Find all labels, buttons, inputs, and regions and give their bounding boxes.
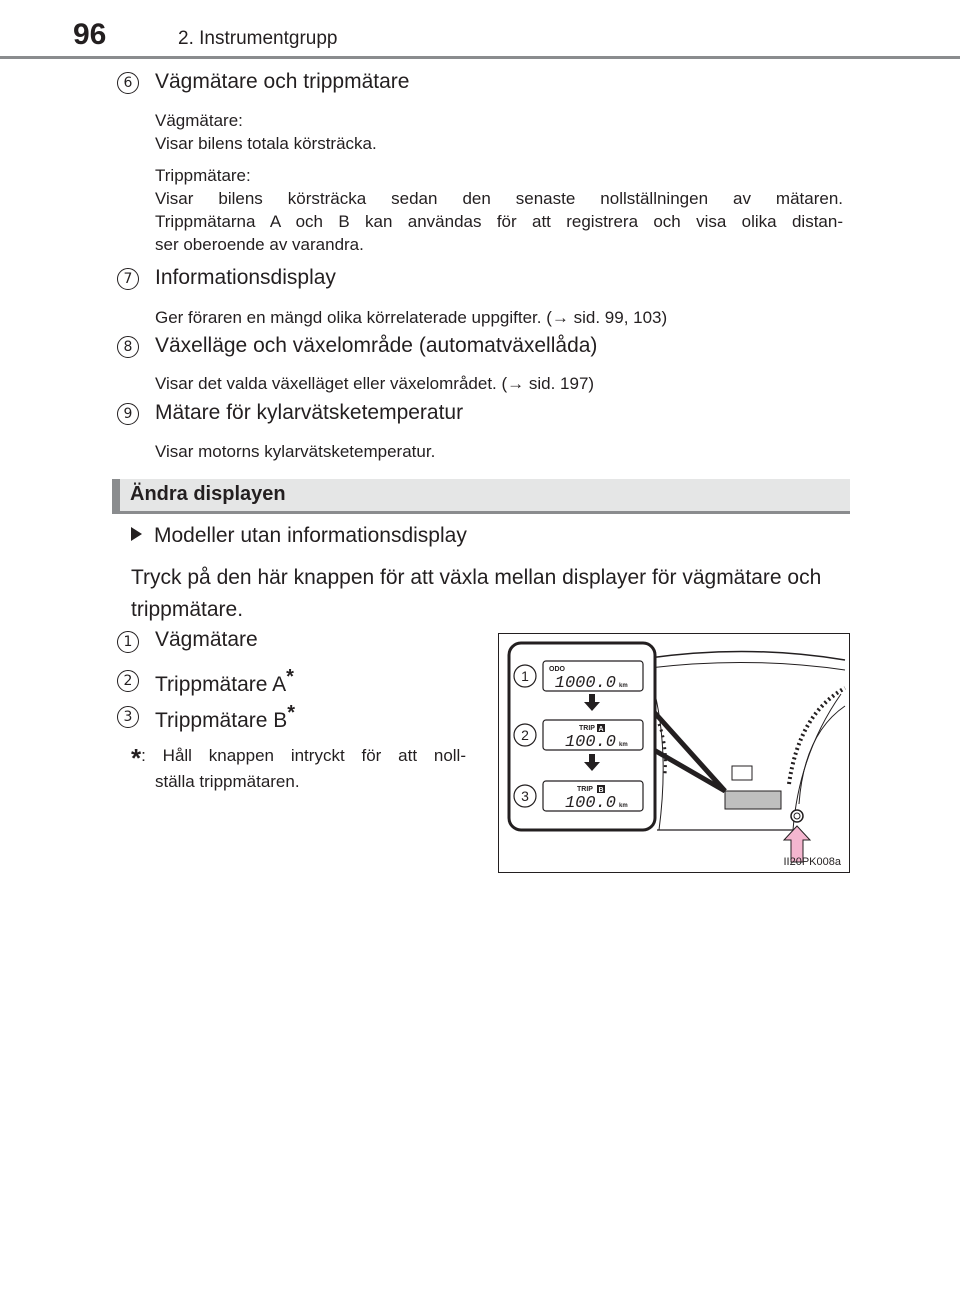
callout-line-top xyxy=(654,712,725,791)
chapter-title: 2. Instrumentgrupp xyxy=(178,28,338,49)
item-number-9: 9 xyxy=(117,403,139,425)
cluster-illustration xyxy=(499,634,849,872)
list-item-label: Trippmätare B xyxy=(155,709,288,732)
footnote-line2: ställa trippmätaren. xyxy=(155,772,300,791)
list-item-odometer xyxy=(155,628,258,652)
list-number-3: 3 xyxy=(117,706,139,728)
item-title-info-display: Informationsdisplay xyxy=(155,266,336,289)
display-label-trip-b: TRIP xyxy=(577,786,593,793)
display-value-trip-a: 100.0 xyxy=(564,733,616,752)
small-indicator-box xyxy=(732,766,752,780)
coolant-gauge-text: Visar motorns kylarvätsketemperatur. xyxy=(155,442,436,461)
odometer-text: Visar bilens totala körsträcka. xyxy=(155,134,377,153)
tripmeter-text-line2: Trippmätarna A och B kan användas för att registrera och visa olika distan- xyxy=(155,212,843,231)
instruction-paragraph: Tryck på den här knappen för att växla mellan displayer för vägmätare och trippmätare. xyxy=(131,566,822,621)
list-number-1: 1 xyxy=(117,631,139,653)
section-heading-bar xyxy=(112,479,850,514)
display-unit-trip-b: km xyxy=(619,803,628,809)
item-number-6: 6 xyxy=(117,72,139,94)
tripmeter-label: Trippmätare: xyxy=(155,166,251,185)
reset-knob-inner xyxy=(794,813,800,819)
header-rule xyxy=(0,56,960,59)
item-number-7: 7 xyxy=(117,268,139,290)
item-title-odometer: Vägmätare och trippmätare xyxy=(155,70,410,93)
footnote-asterisk: * xyxy=(131,743,142,773)
section-accent xyxy=(112,479,120,511)
item-title-coolant-gauge: Mätare för kylarvätsketemperatur xyxy=(155,401,464,424)
display-unit-trip-a: km xyxy=(619,742,628,748)
section-title: Ändra displayen xyxy=(130,483,286,505)
info-display-text: Ger föraren en mängd olika körrelaterade uppgifter. (→ sid. 99, 103) xyxy=(155,308,668,327)
trip-a-badge: A xyxy=(598,726,604,733)
odometer-description xyxy=(155,109,843,155)
instrument-cluster-figure xyxy=(498,633,850,873)
trip-b-badge: B xyxy=(598,787,604,794)
tripmeter-text-line1: Visar bilens körsträcka sedan den senaste nollställningen av mätaren. xyxy=(155,189,843,208)
list-item-trip-a xyxy=(155,666,294,697)
list-item-label: Vägmätare xyxy=(155,628,258,651)
item-number-8: 8 xyxy=(117,336,139,358)
triangle-bullet-icon xyxy=(131,527,142,541)
bullet-text: Modeller utan informationsdisplay xyxy=(154,524,467,547)
footnote-line1: : Håll knappen intryckt för att noll- xyxy=(141,746,466,765)
asterisk-mark: * xyxy=(286,666,294,688)
shift-position-text: Visar det valda växelläget eller växelområdet. (→ sid. 197) xyxy=(155,374,595,393)
display-value-odo: 1000.0 xyxy=(554,674,616,693)
list-number-2: 2 xyxy=(117,670,139,692)
display-label-trip-a: TRIP xyxy=(579,725,595,732)
dash-top-line xyxy=(649,651,845,660)
display-value-trip-b: 100.0 xyxy=(564,794,616,813)
odometer-label: Vägmätare: xyxy=(155,111,243,130)
tripmeter-description xyxy=(155,164,843,256)
callout-line-bottom xyxy=(654,750,725,791)
display-number-3-text: 3 xyxy=(521,788,529,804)
cluster-display-window xyxy=(725,791,781,809)
right-gauge-ring xyxy=(799,706,845,804)
item-title-shift-position: Växelläge och växelområde (automatväxellåda) xyxy=(155,334,598,357)
tripmeter-text-line3: ser oberoende av varandra. xyxy=(155,235,364,254)
display-number-1-text: 1 xyxy=(521,668,529,684)
display-label-odo: ODO xyxy=(549,666,565,673)
list-item-label: Trippmätare A xyxy=(155,673,287,696)
bullet-item xyxy=(131,524,467,548)
list-item-trip-b xyxy=(155,702,295,733)
footnote xyxy=(131,744,466,793)
asterisk-mark: * xyxy=(287,702,296,724)
page-number: 96 xyxy=(73,18,107,51)
dash-inner-line xyxy=(649,662,845,670)
figure-code: II20PK008a xyxy=(783,856,841,868)
display-unit-odo: km xyxy=(619,683,628,689)
display-number-2-text: 2 xyxy=(521,727,529,743)
